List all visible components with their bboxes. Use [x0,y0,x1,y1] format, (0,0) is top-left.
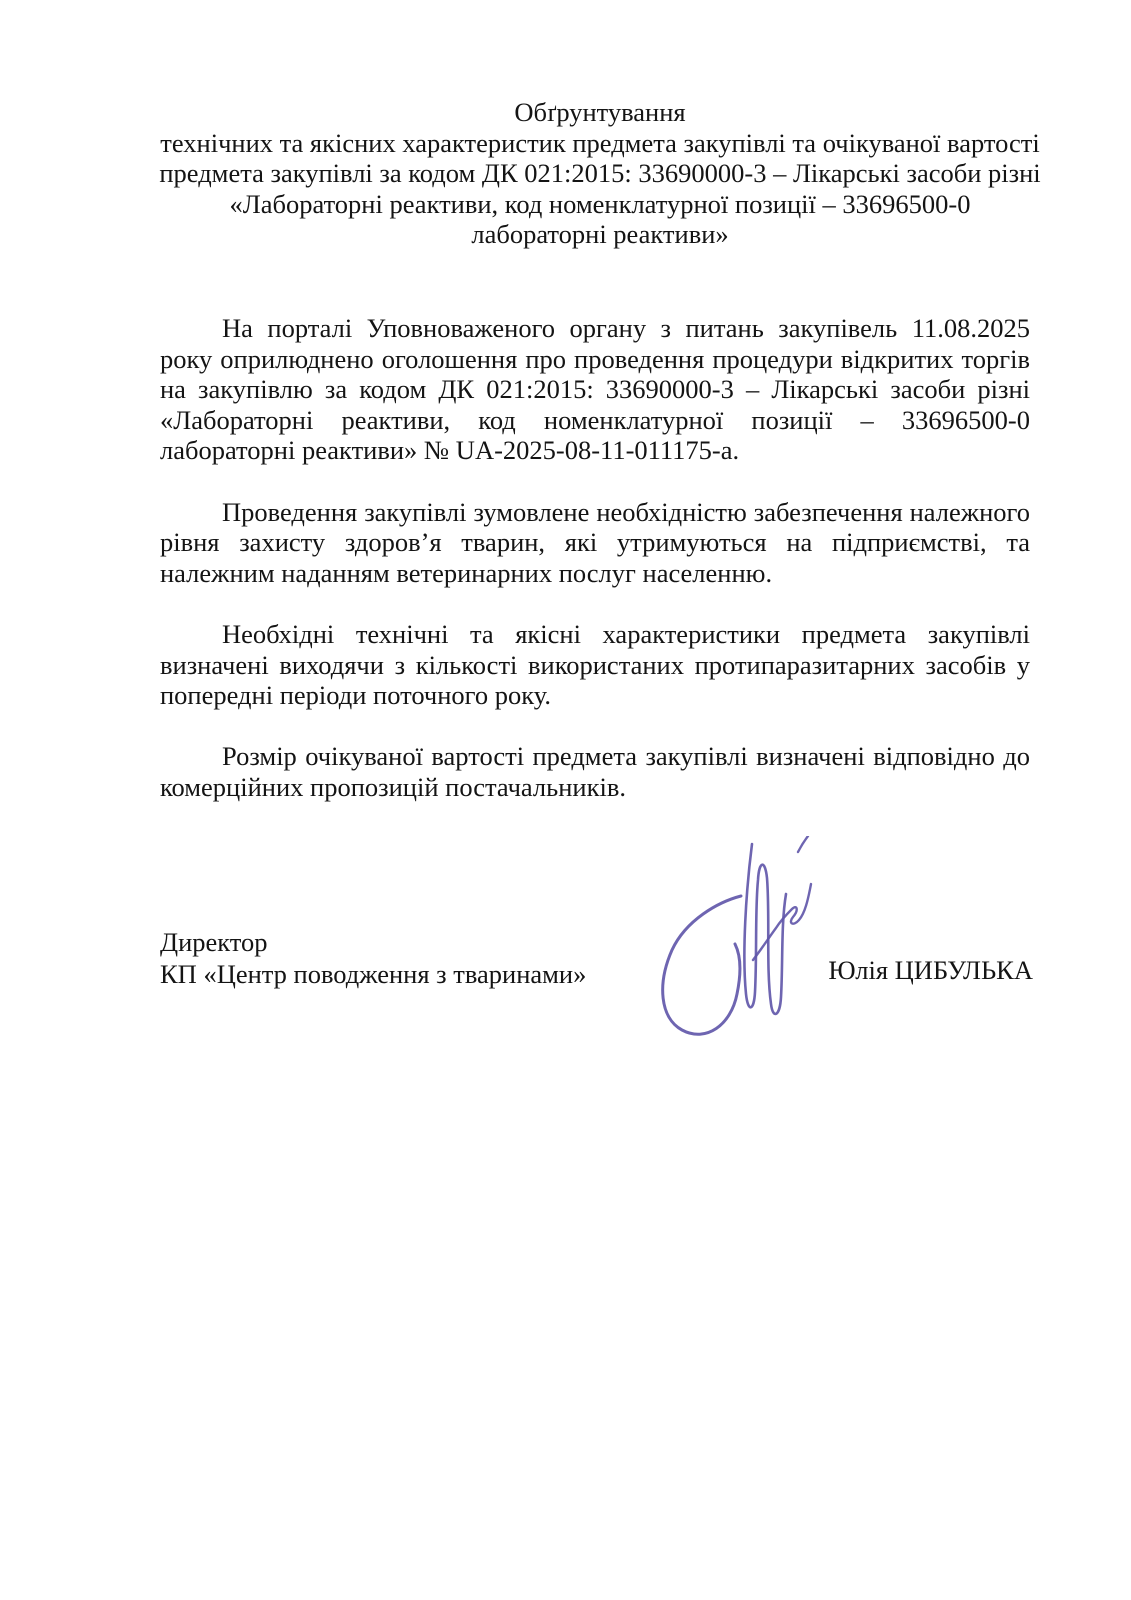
title-line: предмета закупівлі за кодом ДК 021:2015: 33690000-3 – Лікарські засоби різні [159,158,1041,189]
signature-stroke [744,844,786,1014]
signer-organization: КП «Центр поводження з тваринами» [160,958,587,989]
paragraph: Проведення закупівлі зумовлене необхідністю забезпечення належного рівня захисту здоров’я тварин, які утримуються на підприємстві, та належним наданням ветеринарних послуг населенню. [160,496,1030,588]
signature-stroke [798,836,808,852]
signature-stroke [663,896,741,1034]
signer-position: Директор [160,927,268,957]
paragraph: Необхідні технічні та якісні характеристики предмета закупівлі визначені виходячи з кількості використаних протипаразитарних засобів у попередні періоди поточного року. [160,618,1030,711]
signer-name: Юлія ЦИБУЛЬКА [828,955,1033,985]
title-line: технічних та якісних характеристик предмета закупівлі та очікуваної вартості [160,127,1040,158]
paragraph: Розмір очікуваної вартості предмета закупівлі визначені відповідно до комерційних пропозицій постачальників. [160,741,1030,802]
handwritten-signature-icon [640,836,815,1042]
document-title [131,97,1069,250]
title-line: Обґрунтування [514,97,686,127]
signer-block [160,927,586,990]
title-line: «Лабораторні реактиви, код номенклатурної позиції – 33696500-0 [229,188,971,219]
title-line: лабораторні реактиви» [471,219,729,250]
document-body [160,313,1030,803]
paragraph: На порталі Уповноваженого органу з питань закупівель 11.08.2025 року оприлюднено оголошення про проведення процедури відкритих торгів на закупівлю за кодом ДК 021:2015: 33690000-3 – Лікарські засоби різні «Лабораторні реактиви, код номенклатурної позиції – 33696500-0 лабораторні реактиви» № UA-2025-08-11-011175-а. [160,313,1030,466]
